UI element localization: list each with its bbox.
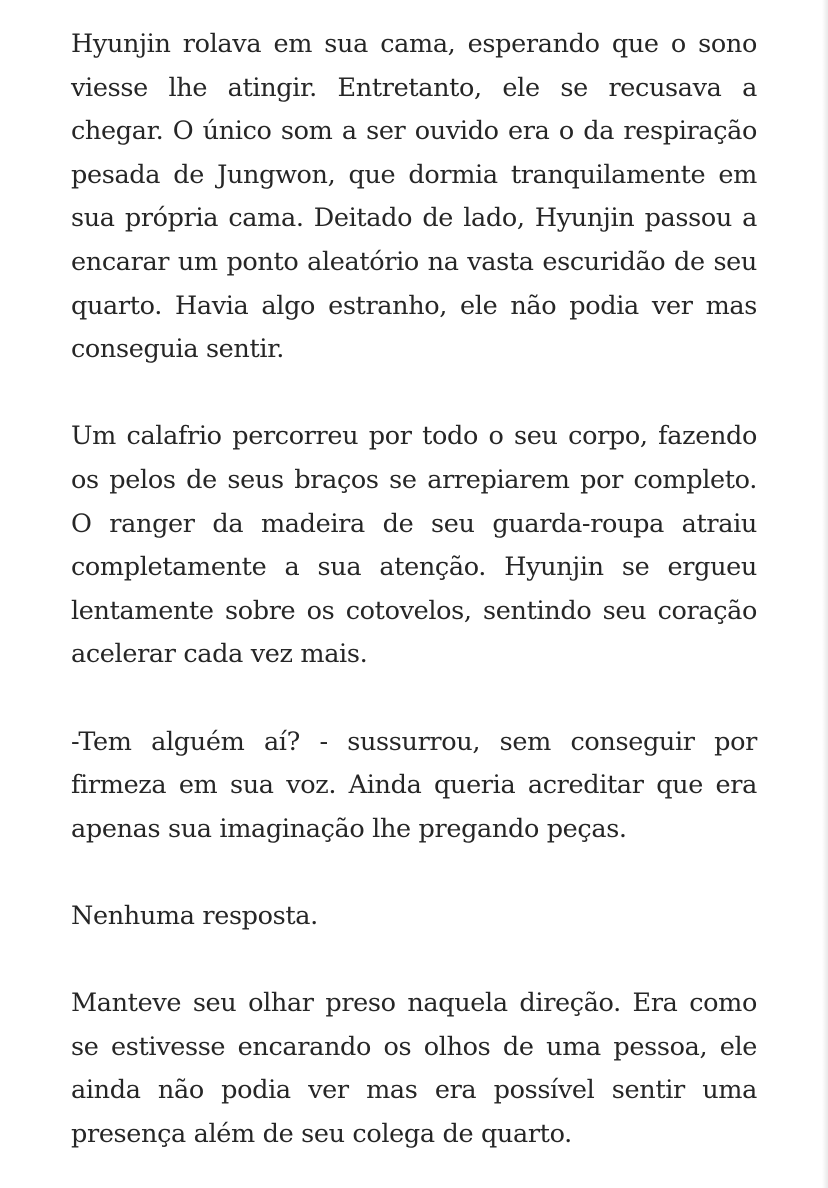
paragraph-2: Um calafrio percorreu por todo o seu corpo, fazendo os pelos de seus braços se arrepiarem por completo. O ranger da madeira de seu guarda-roupa atraiu completamente a sua atenção. Hyunjin se ergueu lentamente sobre os cotovelos, sentindo seu coração acelerar cada vez mais. <box>71 421 757 670</box>
paragraph-5: Manteve seu olhar preso naquela direção. Era como se estivesse encarando os olhos de uma pessoa, ele ainda não podia ver mas era possível sentir uma presença além de seu colega de quarto. <box>71 988 757 1149</box>
paragraph-3: -Tem alguém aí? - sussurrou, sem conseguir por firmeza em sua voz. Ainda queria acreditar que era apenas sua imaginação lhe pregando peças. <box>71 726 757 844</box>
paragraph-4: Nenhuma resposta. <box>71 900 318 931</box>
paragraph-1: Hyunjin rolava em sua cama, esperando que o sono viesse lhe atingir. Entretanto, ele se recusava a chegar. O único som a ser ouvido era o da respiração pesada de Jungwon, que dormia tranquilamente em sua própria cama. Deitado de lado, Hyunjin passou a encarar um ponto aleatório na vasta escuridão de seu quarto. Havia algo estranho, ele não podia ver mas conseguia sentir. <box>71 29 757 365</box>
story-text <box>71 23 757 1156</box>
page-edge-shadow <box>822 0 828 1188</box>
